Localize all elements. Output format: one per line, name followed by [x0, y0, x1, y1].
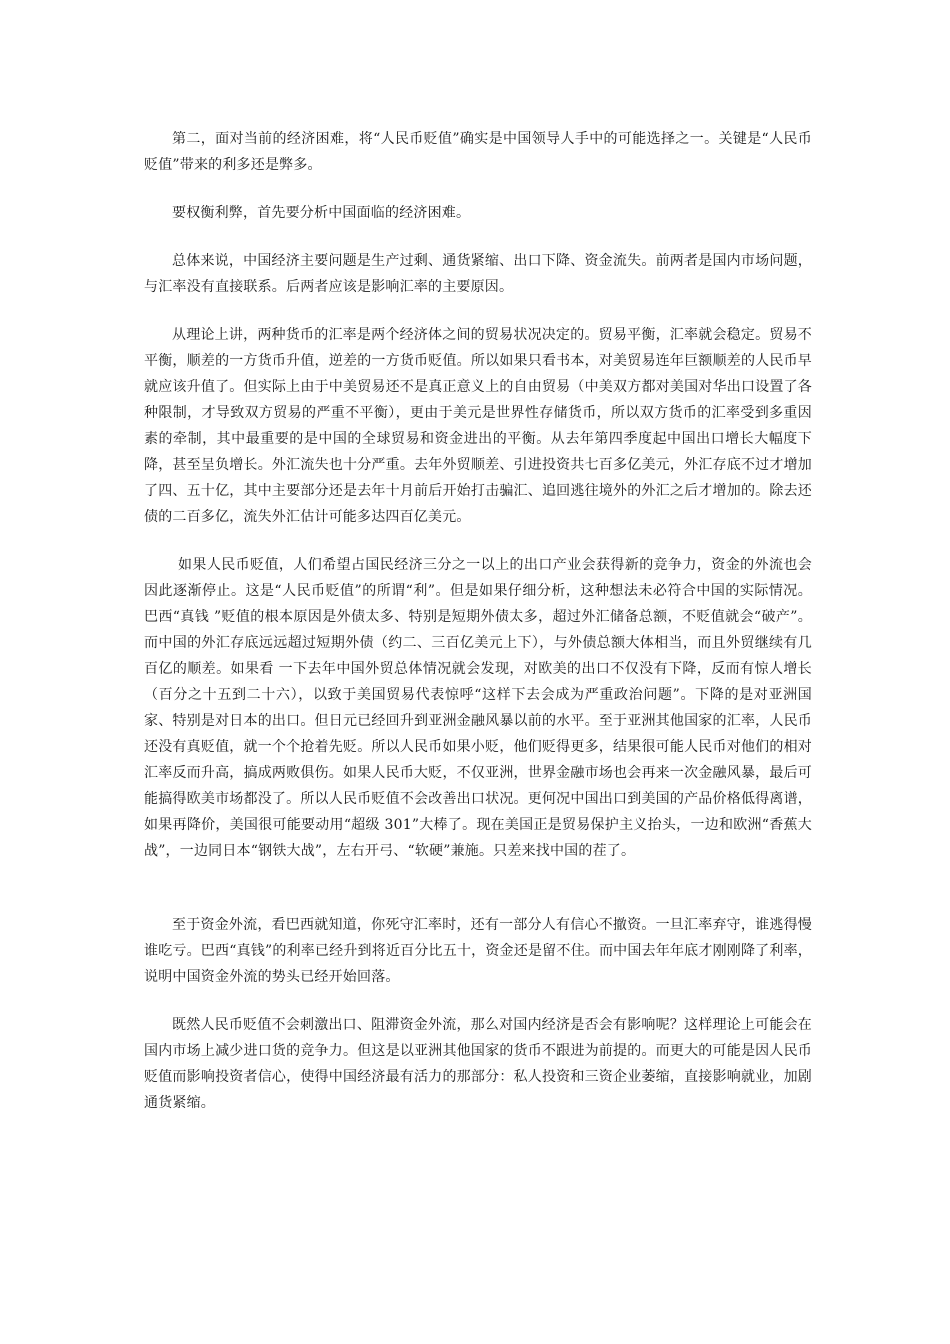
paragraph-5: 如果人民币贬值，人们希望占国民经济三分之一以上的出口产业会获得新的竞争力，资金的外流也会因此逐渐停止。这是“人民币贬值”的所谓“利”。但是如果仔细分析，这种想法未必符合中国的实际情况。巴西“真钱 ”贬值的根本原因是外债太多、特别是短期外债太多，超过外汇储备总额，不贬值就会“破产”。而中国的外汇存底远远超过短期外债（约二、三百亿美元上下），与外债总额大体相当，而且外贸继续有几百亿的顺差。如果看 一下去年中国外贸总体情况就会发现，对欧美的出口不仅没有下降，反而有惊人增长（百分之十五到二十六），以致于美国贸易代表惊呼“这样下去会成为严重政治问题”。下降的是对亚洲国家、特别是对日本的出口。但日元已经回升到亚洲金融风暴以前的水平。至于亚洲其他国家的汇率，人民币还没有真贬值，就一个个抢着先贬。所以人民币如果小贬，他们贬得更多，结果很可能人民币对他们的相对汇率反而升高，搞成两败俱伤。如果人民币大贬，不仅亚洲，世界金融市场也会再来一次金融风暴，最后可能搞得欧美市场都没了。所以人民币贬值不会改善出口状况。更何况中国出口到美国的产品价格低得离谱，如果再降价，美国很可能要动用“超级 301”大棒了。现在美国正是贸易保护主义抬头，一边和欧洲“香蕉大战”，一边同日本“钢铁大战”，左右开弓、“软硬”兼施。只差来找中国的茬了。: [144, 557, 812, 859]
paragraph-3: 总体来说，中国经济主要问题是生产过剩、通货紧缩、出口下降、资金流失。前两者是国内市场问题，与汇率没有直接联系。后两者应该是影响汇率的主要原因。: [144, 253, 812, 295]
paragraph-6: 至于资金外流，看巴西就知道，你死守汇率时，还有一部分人有信心不撤资。一旦汇率弃守，谁逃得慢谁吃亏。巴西“真钱”的利率已经升到将近百分比五十，资金还是留不住。而中国去年年底才刚刚降了利率，说明中国资金外流的势头已经开始回落。: [144, 917, 812, 985]
paragraph-2: 要权衡利弊，首先要分析中国面临的经济困难。: [172, 205, 471, 221]
paragraph-1: 第二，面对当前的经济困难，将“人民币贬值”确实是中国领导人手中的可能选择之一。关键是“人民币贬值”带来的利多还是弊多。: [144, 131, 812, 173]
document-body: [144, 126, 812, 1116]
paragraph-7: 既然人民币贬值不会刺激出口、阻滞资金外流，那么对国内经济是否会有影响呢？这样理论上可能会在国内市场上减少进口货的竞争力。但这是以亚洲其他国家的货币不跟进为前提的。而更大的可能是因人民币贬值而影响投资者信心，使得中国经济最有活力的那部分：私人投资和三资企业萎缩，直接影响就业，加剧通货紧缩。: [144, 1017, 812, 1111]
paragraph-4: 从理论上讲，两种货币的汇率是两个经济体之间的贸易状况决定的。贸易平衡，汇率就会稳定。贸易不平衡，顺差的一方货币升值，逆差的一方货币贬值。所以如果只看书本，对美贸易连年巨额顺差的人民币早就应该升值了。但实际上由于中美贸易还不是真正意义上的自由贸易（中美双方都对美国对华出口设置了各种限制，才导致双方贸易的严重不平衡），更由于美元是世界性存储货币，所以双方货币的汇率受到多重因素的牵制，其中最重要的是中国的全球贸易和资金进出的平衡。从去年第四季度起中国出口增长大幅度下降，甚至呈负增长。外汇流失也十分严重。去年外贸顺差、引进投资共七百多亿美元，外汇存底不过才增加了四、五十亿，其中主要部分还是去年十月前后开始打击骗汇、追回逃往境外的外汇之后才增加的。除去还债的二百多亿，流失外汇估计可能多达四百亿美元。: [144, 327, 812, 525]
